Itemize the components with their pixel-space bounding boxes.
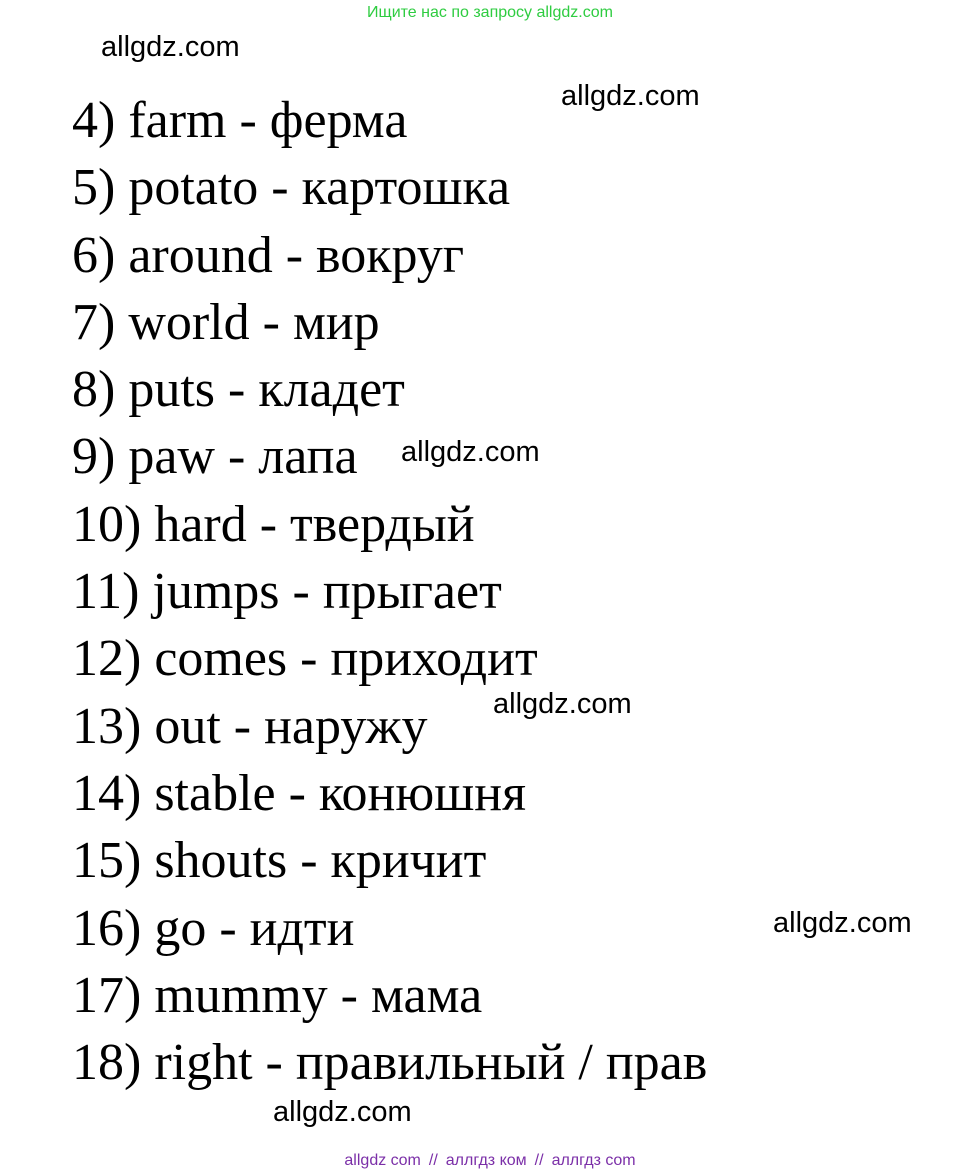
- list-item: 6) around - вокруг: [72, 226, 465, 284]
- vocabulary-list: [72, 87, 707, 1096]
- watermark: allgdz.com: [561, 80, 700, 112]
- list-item: 7) world - мир: [72, 293, 380, 351]
- list-item: 17) mummy - мама: [72, 966, 483, 1024]
- watermark: allgdz.com: [273, 1096, 412, 1128]
- footer-separator: //: [534, 1152, 544, 1169]
- list-item: 4) farm - ферма: [72, 92, 408, 149]
- footer-text: allgdz com: [344, 1152, 421, 1169]
- list-item: 11) jumps - прыгает: [72, 563, 502, 621]
- list-item: 15) shouts - кричит: [72, 832, 487, 890]
- footer-text: аллгдз ком: [445, 1152, 527, 1169]
- list-item: 9) paw - лапа: [72, 428, 358, 486]
- watermark: allgdz.com: [401, 436, 540, 468]
- top-banner: Ищите нас по запросу allgdz.com: [367, 4, 613, 21]
- list-item: 10) hard - твердый: [72, 495, 475, 553]
- list-item: 12) comes - приходит: [72, 630, 538, 688]
- footer-text: аллгдз com: [551, 1152, 636, 1169]
- watermark: allgdz.com: [493, 688, 632, 720]
- footer-separator: //: [428, 1152, 438, 1169]
- watermark: allgdz.com: [773, 907, 912, 939]
- list-item: 13) out - наружу: [72, 697, 428, 755]
- list-item: 16) go - идти: [72, 899, 355, 957]
- list-item: 5) potato - картошка: [72, 159, 511, 217]
- list-item: 14) stable - конюшня: [72, 764, 527, 822]
- bottom-banner: [0, 1152, 980, 1170]
- list-item: 8) puts - кладет: [72, 361, 405, 419]
- list-item: 18) right - правильный / прав: [72, 1034, 708, 1092]
- watermark: allgdz.com: [101, 31, 240, 63]
